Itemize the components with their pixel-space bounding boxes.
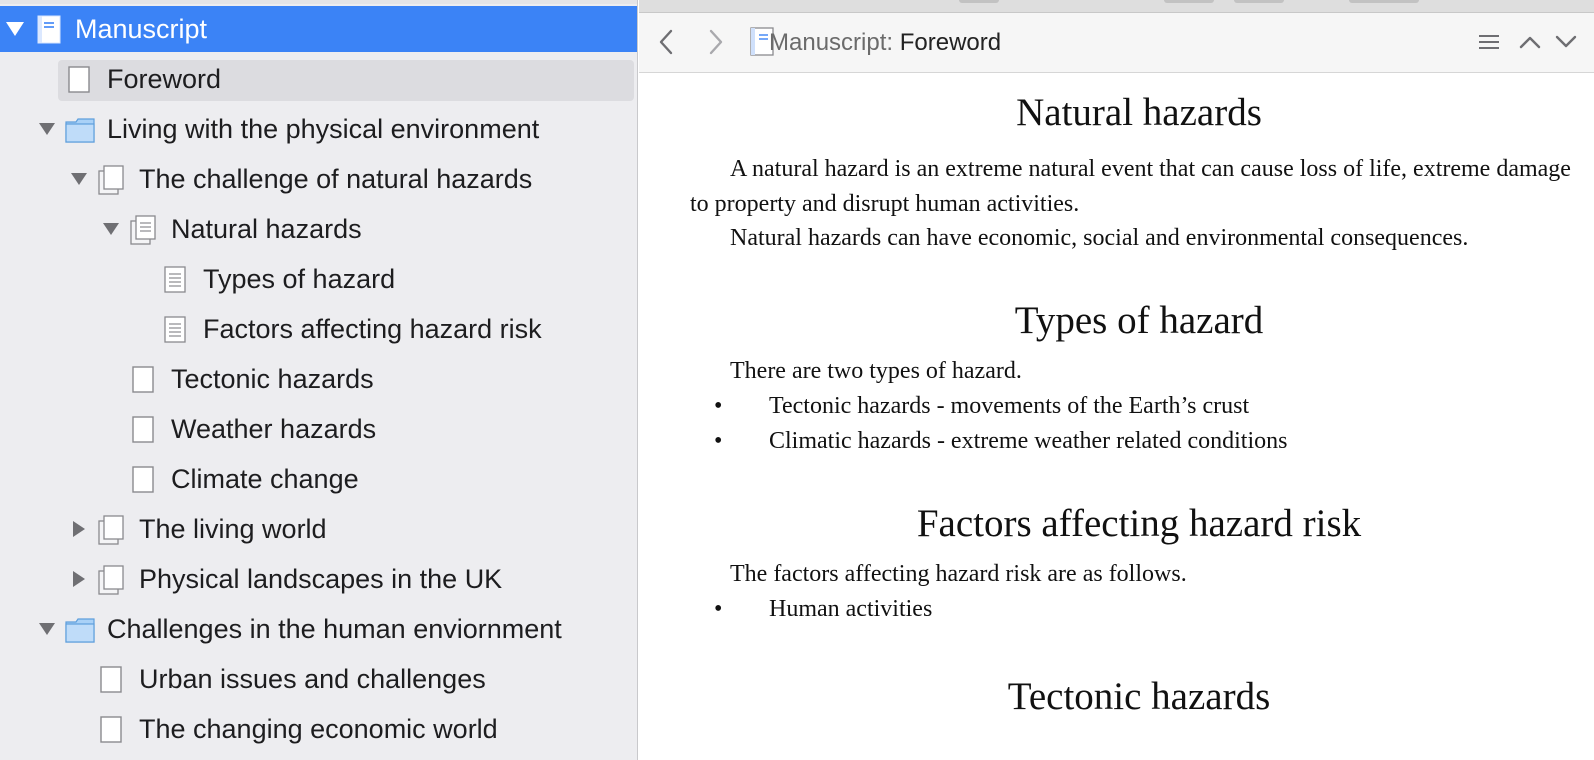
disclosure-expanded-icon[interactable]: [68, 168, 90, 190]
body-paragraph: There are two types of hazard.: [730, 358, 1022, 384]
tab-strip-nub: [959, 0, 999, 3]
binder-item-label: The changing economic world: [139, 714, 498, 744]
binder-item-label: Factors affecting hazard risk: [203, 314, 542, 344]
text-document-stack-icon: [128, 215, 160, 245]
editor-breadcrumb: [769, 13, 1001, 73]
binder-item-living-with-physical-environment[interactable]: [0, 106, 638, 152]
binder-item-label: Climate change: [171, 464, 359, 494]
folder-icon: [64, 115, 96, 145]
bullet-item: Tectonic hazards - movements of the Earth’s crust: [769, 393, 1250, 419]
binder-item-types-of-hazard[interactable]: [0, 256, 638, 302]
bullet-marker: •: [714, 596, 723, 622]
binder-item-label: The living world: [139, 514, 327, 544]
section-heading: Types of hazard: [1014, 299, 1264, 342]
binder-item-label: Manuscript: [75, 14, 208, 44]
section-heading: Factors affecting hazard risk: [916, 502, 1362, 545]
binder-item-label: Tectonic hazards: [171, 364, 374, 394]
disclosure-expanded-icon[interactable]: [36, 118, 58, 140]
binder-item-label: Types of hazard: [203, 264, 396, 294]
tab-strip: [639, 0, 1594, 13]
forward-arrow-icon[interactable]: [701, 27, 731, 57]
binder-item-challenges-human-environment[interactable]: [0, 606, 638, 652]
bullet-marker: •: [714, 393, 723, 419]
text-document-icon: [160, 265, 192, 295]
menu-icon[interactable]: [1474, 27, 1504, 57]
section-heading: Tectonic hazards: [1007, 675, 1271, 718]
breadcrumb-title: Foreword: [899, 29, 1002, 56]
binder-item-label: Physical landscapes in the UK: [139, 564, 503, 594]
chevron-up-icon[interactable]: [1515, 27, 1545, 57]
binder-item-physical-landscapes-uk[interactable]: [0, 556, 638, 602]
binder-item-label: Natural hazards: [171, 214, 362, 244]
tab-strip-nub: [1234, 0, 1284, 3]
disclosure-expanded-icon[interactable]: [100, 218, 122, 240]
bullet-item: Climatic hazards - extreme weather related conditions: [769, 428, 1288, 454]
blank-document-icon: [96, 665, 128, 695]
editor-header: [639, 13, 1594, 73]
text-document-icon: [160, 315, 192, 345]
bullet-item: Human activities: [769, 596, 933, 622]
binder-item-weather-hazards[interactable]: [0, 406, 638, 452]
binder-item-label: Urban issues and challenges: [139, 664, 486, 694]
blank-document-icon: [96, 715, 128, 745]
document-stack-icon: [96, 165, 128, 195]
binder-item-challenge-of-natural-hazards[interactable]: [0, 156, 638, 202]
binder-item-climate-change[interactable]: [0, 456, 638, 502]
binder-item-tectonic-hazards[interactable]: [0, 356, 638, 402]
back-arrow-icon[interactable]: [651, 27, 681, 57]
blank-document-icon: [128, 465, 160, 495]
binder-item-label: Weather hazards: [171, 414, 377, 444]
binder-item-label: The challenge of natural hazards: [139, 164, 533, 194]
manuscript-icon: [34, 15, 66, 45]
document-stack-icon: [96, 565, 128, 595]
editor-pane: [639, 0, 1594, 760]
binder-item-natural-hazards[interactable]: [0, 206, 638, 252]
binder-item-label: Challenges in the human enviornment: [107, 614, 562, 644]
binder-item-label: Foreword: [107, 64, 222, 94]
binder-item-label: Living with the physical environment: [107, 114, 540, 144]
blank-document-icon: [64, 65, 96, 95]
binder-sidebar: [0, 0, 638, 760]
breadcrumb-prefix: Manuscript:: [769, 29, 894, 56]
binder-item-urban-issues[interactable]: [0, 656, 638, 702]
binder-top-edge: [0, 0, 638, 4]
tab-strip-nub: [1349, 0, 1419, 3]
blank-document-icon: [128, 415, 160, 445]
document-stack-icon: [96, 515, 128, 545]
binder-item-factors-affecting-hazard-risk[interactable]: [0, 306, 638, 352]
disclosure-expanded-icon[interactable]: [4, 18, 26, 40]
body-paragraph: Natural hazards can have economic, social and environmental consequences.: [730, 225, 1469, 251]
chevron-down-icon[interactable]: [1551, 27, 1581, 57]
binder-item-the-living-world[interactable]: [0, 506, 638, 552]
disclosure-expanded-icon[interactable]: [36, 618, 58, 640]
blank-document-icon: [128, 365, 160, 395]
tab-strip-nub: [1164, 0, 1214, 3]
document-body[interactable]: [639, 74, 1594, 760]
body-paragraph: The factors affecting hazard risk are as follows.: [730, 561, 1187, 587]
binder-item-foreword[interactable]: [0, 56, 638, 102]
section-heading: Natural hazards: [1016, 91, 1262, 134]
disclosure-collapsed-icon[interactable]: [68, 568, 90, 590]
body-paragraph: A natural hazard is an extreme natural event that can cause loss of life, extreme damage to property and disrupt human activities.: [690, 156, 1571, 217]
disclosure-collapsed-icon[interactable]: [68, 518, 90, 540]
folder-icon: [64, 615, 96, 645]
bullet-marker: •: [714, 428, 723, 454]
binder-item-manuscript[interactable]: [0, 6, 638, 52]
binder-item-changing-economic-world[interactable]: [0, 706, 638, 752]
